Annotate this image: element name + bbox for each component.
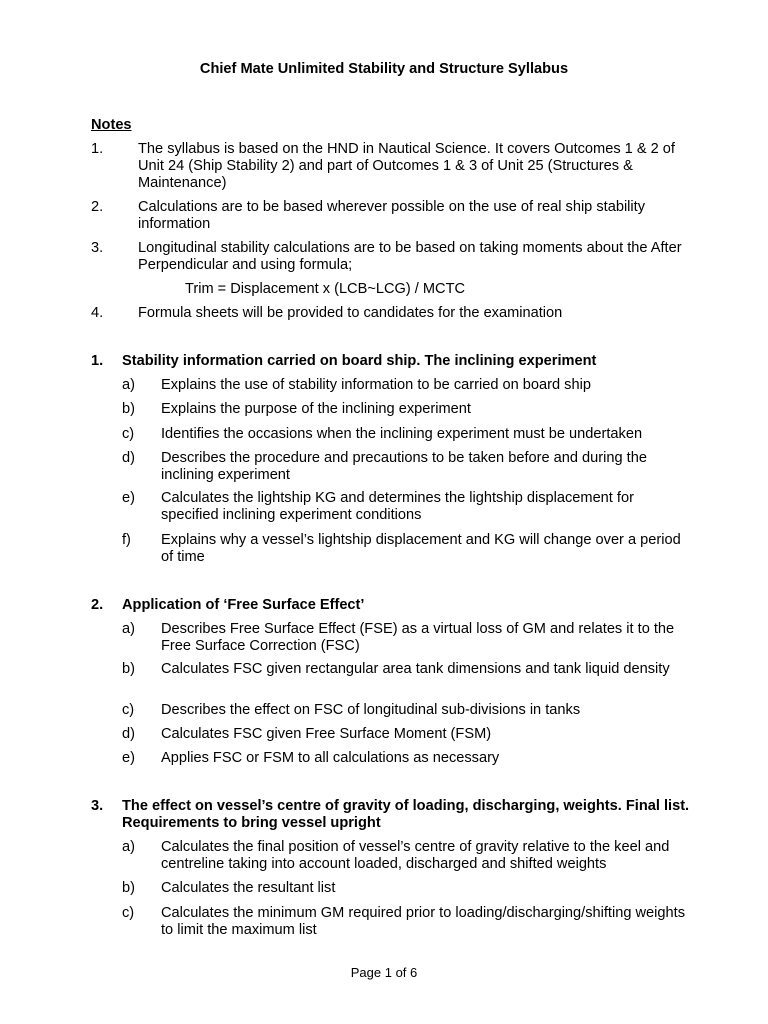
item-label: a) — [122, 377, 135, 393]
item-label: c) — [122, 905, 135, 921]
page-title: Chief Mate Unlimited Stability and Structure Syllabus — [199, 61, 569, 77]
notes-heading: Notes — [91, 117, 132, 133]
item-label: d) — [122, 450, 135, 466]
trim-formula: Trim = Displacement x (LCB~LCG) / MCTC — [185, 281, 466, 297]
section-number: 3. — [91, 798, 104, 814]
section-title: Application of ‘Free Surface Effect’ — [122, 597, 365, 613]
note-number: 2. — [91, 199, 104, 215]
item-text: Explains why a vessel’s lightship displacement and KG will change over a period of time — [161, 532, 681, 565]
page-footer: Page 1 of 6 — [350, 965, 418, 980]
section-title: The effect on vessel’s centre of gravity of loading, discharging, weights. Final list. Requirements to bring vessel upright — [122, 798, 690, 831]
item-text: Calculates the final position of vessel’s centre of gravity relative to the keel and centreline taking into account loaded, discharged and shifted weights — [161, 839, 670, 872]
item-text: Calculates FSC given Free Surface Moment (FSM) — [161, 726, 492, 742]
section-number: 1. — [91, 353, 104, 369]
item-label: c) — [122, 702, 135, 718]
item-text: Calculates the minimum GM required prior to loading/discharging/shifting weights to limit the maximum list — [161, 905, 685, 938]
item-text: Explains the use of stability information to be carried on board ship — [161, 377, 591, 393]
item-label: a) — [122, 839, 135, 855]
item-label: a) — [122, 621, 135, 637]
note-number: 3. — [91, 240, 104, 256]
item-label: f) — [122, 532, 131, 548]
note-text: Longitudinal stability calculations are to be based on taking moments about the After Perpendicular and using formula; — [138, 240, 682, 273]
section-title: Stability information carried on board ship. The inclining experiment — [122, 353, 597, 369]
item-text: Describes Free Surface Effect (FSE) as a virtual loss of GM and relates it to the Free Surface Correction (FSC) — [161, 621, 675, 654]
item-label: d) — [122, 726, 135, 742]
item-text: Applies FSC or FSM to all calculations as necessary — [161, 750, 500, 766]
note-text: Formula sheets will be provided to candidates for the examination — [138, 305, 563, 321]
note-text: Calculations are to be based wherever possible on the use of real ship stability information — [138, 199, 646, 232]
item-label: e) — [122, 490, 135, 506]
note-text: The syllabus is based on the HND in Nautical Science. It covers Outcomes 1 & 2 of Unit 24 (Ship Stability 2) and part of Outcomes 1 & 3 of Unit 25 (Structures & Maintenance) — [138, 141, 675, 191]
item-text: Calculates the resultant list — [161, 880, 336, 896]
item-label: e) — [122, 750, 135, 766]
item-text: Describes the effect on FSC of longitudinal sub-divisions in tanks — [161, 702, 581, 718]
item-label: b) — [122, 401, 135, 417]
note-number: 1. — [91, 141, 104, 157]
item-text: Explains the purpose of the inclining experiment — [161, 401, 471, 417]
section-number: 2. — [91, 597, 104, 613]
note-number: 4. — [91, 305, 104, 321]
item-text: Calculates FSC given rectangular area tank dimensions and tank liquid density — [161, 661, 670, 677]
item-text: Calculates the lightship KG and determines the lightship displacement for specified inclining experiment conditions — [161, 490, 634, 523]
item-label: b) — [122, 661, 135, 677]
item-label: c) — [122, 426, 135, 442]
item-text: Identifies the occasions when the inclining experiment must be undertaken — [161, 426, 643, 442]
item-text: Describes the procedure and precautions to be taken before and during the inclining experiment — [161, 450, 647, 483]
item-label: b) — [122, 880, 135, 896]
